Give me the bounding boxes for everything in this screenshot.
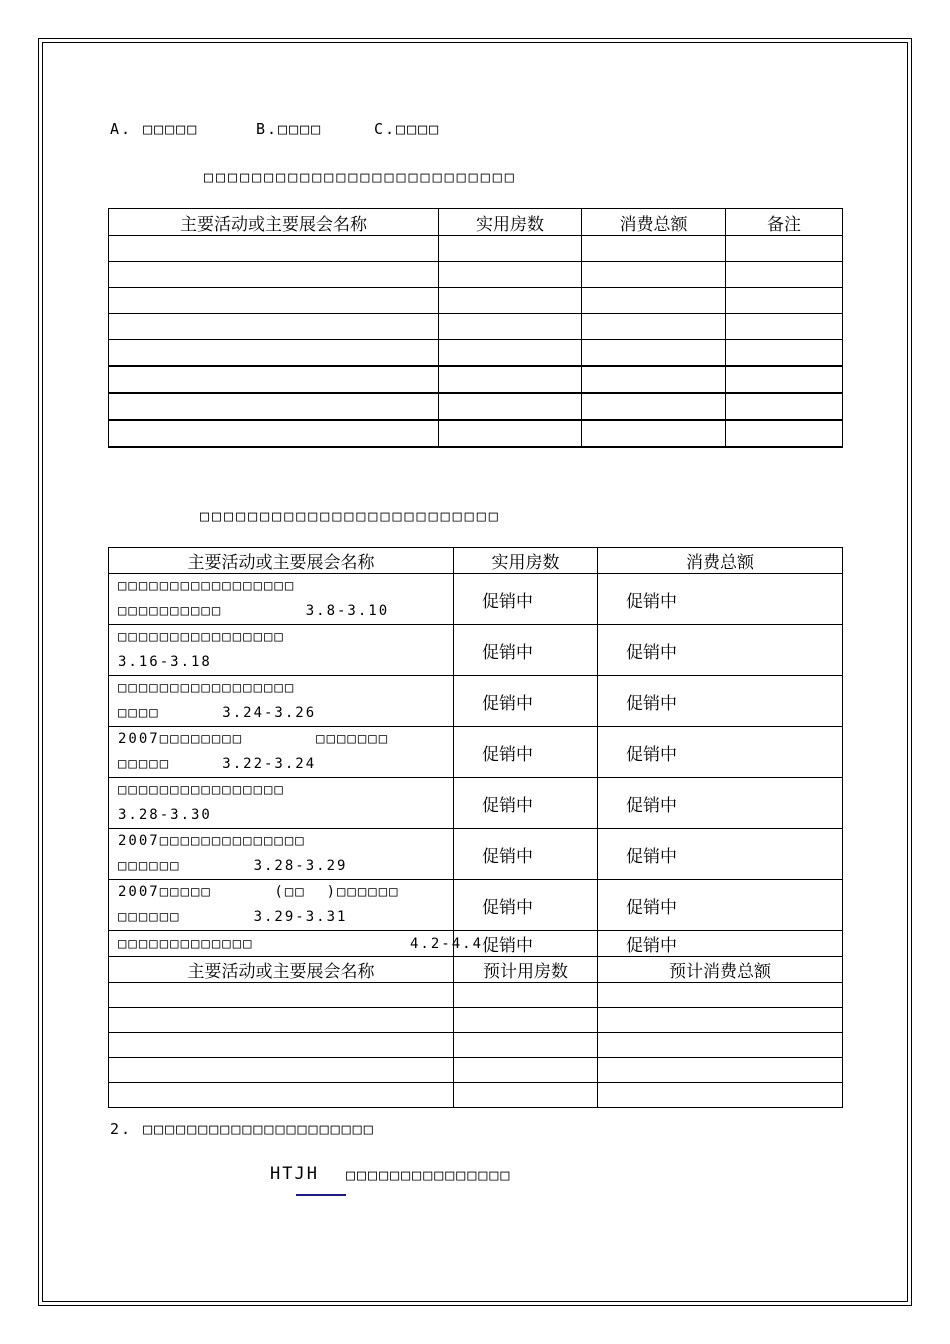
table-header-row: [109, 209, 843, 236]
cell[interactable]: [439, 288, 582, 314]
cell[interactable]: [439, 262, 582, 288]
event-name-line2: 3.16-3.18: [118, 654, 212, 670]
cell[interactable]: [598, 1008, 843, 1033]
total-cell: 促销中: [598, 625, 843, 676]
event-name-line1: □□□□□□□□□□□□□□□□□: [118, 578, 296, 594]
cell[interactable]: [582, 393, 726, 420]
table-row: [109, 262, 843, 288]
event-name-line1: □□□□□□□□□□□□□□□□: [118, 629, 285, 645]
total-cell: 促销中: [598, 574, 843, 625]
htjh-title: □□□□□□□□□□□□□□□: [346, 1166, 512, 1184]
rooms-cell: 促销中: [454, 727, 598, 778]
cell[interactable]: [582, 262, 726, 288]
cell[interactable]: [454, 1033, 598, 1058]
col-header-planned-total: 预计消费总额: [598, 957, 843, 983]
event-name-line2: 3.28-3.30: [118, 807, 212, 823]
event-name-line1: 2007□□□□□□□□ □□□□□□□: [118, 731, 390, 747]
cell[interactable]: [109, 1008, 454, 1033]
event-name-line2: □□□□□□ 3.29-3.31: [118, 909, 348, 925]
htjh-label: HTJH: [270, 1164, 319, 1184]
cell[interactable]: [439, 340, 582, 367]
table-row: [109, 288, 843, 314]
cell[interactable]: [582, 288, 726, 314]
col-header-total: 消费总额: [582, 209, 726, 236]
cell[interactable]: [439, 236, 582, 262]
cell[interactable]: [439, 366, 582, 393]
col-header-name: 主要活动或主要展会名称: [109, 209, 439, 236]
event-name-line2: □□□□ 3.24-3.26: [118, 705, 317, 721]
cell[interactable]: [582, 340, 726, 367]
cell[interactable]: [439, 420, 582, 447]
rooms-cell: 促销中: [454, 676, 598, 727]
cell[interactable]: [582, 366, 726, 393]
table-row: [109, 1058, 843, 1083]
table-row: [109, 778, 843, 829]
table-row: [109, 1083, 843, 1108]
rooms-cell: 促销中: [454, 625, 598, 676]
cell[interactable]: [726, 393, 843, 420]
col-header-remarks: 备注: [726, 209, 843, 236]
table-row: [109, 931, 843, 957]
cell[interactable]: [109, 1058, 454, 1083]
rooms-cell: 促销中: [454, 574, 598, 625]
rooms-cell: 促销中: [454, 778, 598, 829]
table-row: [109, 236, 843, 262]
table-row: [109, 1008, 843, 1033]
cell[interactable]: [582, 236, 726, 262]
underline-mark: [296, 1194, 346, 1196]
cell[interactable]: [454, 1083, 598, 1108]
event-name-cell: [109, 625, 454, 676]
item-2-text: 2. □□□□□□□□□□□□□□□□□□□□□: [110, 1120, 375, 1138]
table-row: [109, 366, 843, 393]
rooms-cell: 促销中: [454, 931, 598, 957]
col-header-rooms: 实用房数: [439, 209, 582, 236]
event-name-line1: □□□□□□□□□□□□□□□□□: [118, 680, 296, 696]
table-row: [109, 983, 843, 1008]
event-name-cell: [109, 880, 454, 931]
col-header-rooms: 实用房数: [454, 548, 598, 574]
total-cell: 促销中: [598, 727, 843, 778]
rooms-cell: 促销中: [454, 880, 598, 931]
table-row: [109, 314, 843, 340]
cell[interactable]: [726, 288, 843, 314]
table-row: [109, 420, 843, 447]
cell[interactable]: [109, 983, 454, 1008]
event-name-cell: [109, 574, 454, 625]
event-name-line1: 2007□□□□□ (□□ )□□□□□□: [118, 884, 400, 900]
cell[interactable]: [598, 983, 843, 1008]
table-row: [109, 676, 843, 727]
table-row: [109, 393, 843, 420]
event-name-line1: 2007□□□□□□□□□□□□□□: [118, 833, 306, 849]
cell[interactable]: [109, 420, 439, 447]
table-row: [109, 829, 843, 880]
cell[interactable]: [439, 393, 582, 420]
total-cell: 促销中: [598, 880, 843, 931]
table-header-row: [109, 548, 843, 574]
col-header-name: 主要活动或主要展会名称: [109, 957, 454, 983]
cell[interactable]: [582, 314, 726, 340]
rooms-cell: 促销中: [454, 829, 598, 880]
event-name-cell: [109, 778, 454, 829]
event-name-cell: □□□□□□□□□□□□□ 4.2-4.4: [109, 931, 454, 957]
plan-header-row: [109, 957, 843, 983]
table-row: [109, 880, 843, 931]
section1-heading: □□□□□□□□□□□□□□□□□□□□□□□□□□: [204, 168, 517, 186]
activity-table-1: [108, 208, 843, 448]
event-name-line2: □□□□□□□□□□ 3.8-3.10: [118, 603, 390, 619]
cell[interactable]: [582, 420, 726, 447]
option-c: C.□□□□: [374, 120, 441, 138]
event-name-line2: □□□□□□ 3.28-3.29: [118, 858, 348, 874]
col-header-planned-rooms: 预计用房数: [454, 957, 598, 983]
total-cell: 促销中: [598, 931, 843, 957]
cell[interactable]: [109, 366, 439, 393]
cell[interactable]: [109, 288, 439, 314]
table-row: [109, 1033, 843, 1058]
event-name-line1: □□□□□□□□□□□□□□□□: [118, 782, 285, 798]
total-cell: 促销中: [598, 778, 843, 829]
cell[interactable]: [439, 314, 582, 340]
total-cell: 促销中: [598, 829, 843, 880]
cell[interactable]: [109, 340, 439, 367]
cell[interactable]: [109, 1033, 454, 1058]
cell[interactable]: [726, 366, 843, 393]
activity-table-2: [108, 547, 843, 1108]
event-name-cell: [109, 676, 454, 727]
cell[interactable]: [109, 393, 439, 420]
total-cell: 促销中: [598, 676, 843, 727]
cell[interactable]: [598, 1033, 843, 1058]
cell[interactable]: [726, 340, 843, 367]
cell[interactable]: [598, 1058, 843, 1083]
option-b: B.□□□□: [256, 120, 323, 138]
cell[interactable]: [726, 420, 843, 447]
cell[interactable]: [726, 314, 843, 340]
cell[interactable]: [598, 1083, 843, 1108]
table-row: [109, 574, 843, 625]
cell[interactable]: [454, 983, 598, 1008]
section2-heading: □□□□□□□□□□□□□□□□□□□□□□□□□: [200, 507, 501, 525]
table-row: [109, 625, 843, 676]
event-name-line2: □□□□□ 3.22-3.24: [118, 756, 317, 772]
col-header-name: 主要活动或主要展会名称: [109, 548, 454, 574]
event-name-cell: [109, 829, 454, 880]
cell[interactable]: [109, 236, 439, 262]
table-row: [109, 727, 843, 778]
cell[interactable]: [726, 236, 843, 262]
cell[interactable]: [109, 314, 439, 340]
cell[interactable]: [726, 262, 843, 288]
cell[interactable]: [109, 1083, 454, 1108]
cell[interactable]: [109, 262, 439, 288]
col-header-total: 消费总额: [598, 548, 843, 574]
table-row: [109, 340, 843, 367]
cell[interactable]: [454, 1058, 598, 1083]
event-name-cell: [109, 727, 454, 778]
option-a: A. □□□□□: [110, 120, 199, 138]
cell[interactable]: [454, 1008, 598, 1033]
